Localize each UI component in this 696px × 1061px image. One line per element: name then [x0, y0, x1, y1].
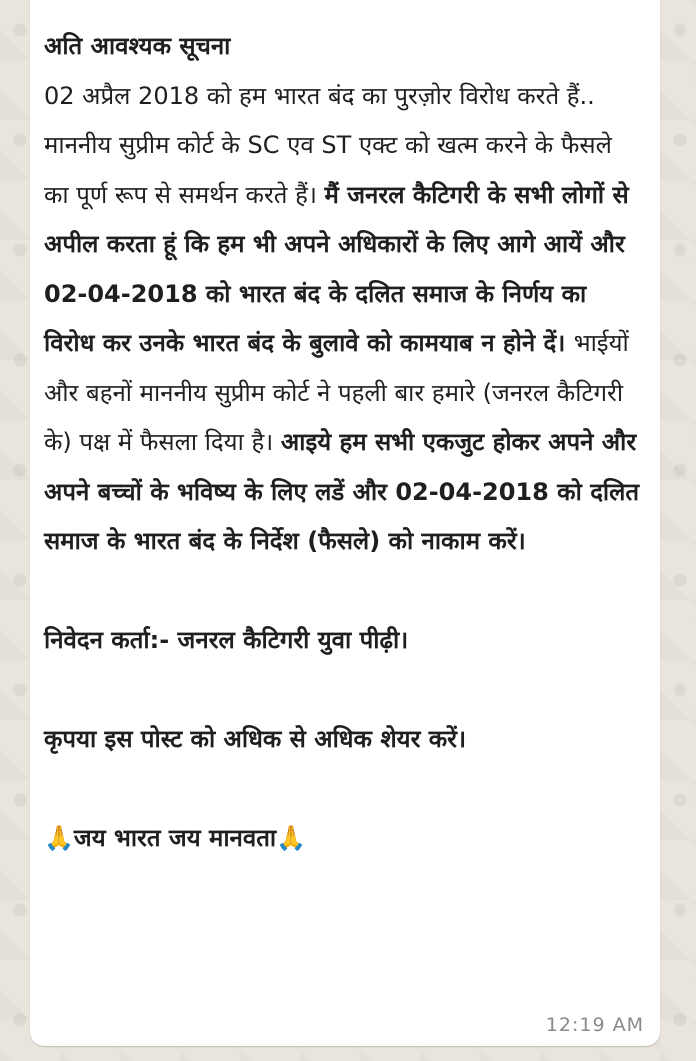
blank-line — [44, 765, 642, 815]
blank-line — [44, 666, 642, 716]
message-text — [44, 22, 642, 864]
message-paragraph-normal-2: भाईयों और बहनों माननीय सुप्रीम कोर्ट ने पहली बार हमारे (जनरल कैटिगरी के) पक्ष में फैसला दिया है। — [44, 329, 629, 456]
message-bubble[interactable] — [30, 0, 660, 1046]
message-paragraph-normal-1: माननीय सुप्रीम कोर्ट के SC एव ST एक्ट को खत्म करने के फैसले का पूर्ण रूप से समर्थन करते हैं। — [44, 131, 612, 209]
message-paragraph-bold-2: आइये हम सभी एकजुट होकर अपने और अपने बच्चों के भविष्य के लिए लडें और 02-04-2018 को दलित समाज के भारत बंद के निर्देश (फैसले) को नाकाम करें। — [44, 428, 640, 555]
blank-line — [44, 567, 642, 617]
message-paragraph-bold-1: मैं जनरल कैटिगरी के सभी लोगों से अपील करता हूं कि हम भी अपने अधिकारों के लिए आगे आयें और 02-04-2018 को भारत बंद के दलित समाज के निर्णय का विरोध कर उनके भारत बंद के बुलावे को कामयाब न होने दें। — [44, 180, 629, 357]
message-line-1: 02 अप्रैल 2018 को हम भारत बंद का पुरज़ोर विरोध करते हैं.. — [44, 81, 595, 110]
message-closing: 🙏जय भारत जय मानवता🙏 — [44, 824, 306, 852]
message-share-request: कृपया इस पोस्ट को अधिक से अधिक शेयर करें। — [44, 725, 467, 753]
message-title: अति आवश्यक सूचना — [44, 32, 231, 60]
message-timestamp: 12:19 AM — [545, 1014, 644, 1036]
message-requester: निवेदन कर्ता:- जनरल कैटिगरी युवा पीढ़ी। — [44, 626, 409, 654]
